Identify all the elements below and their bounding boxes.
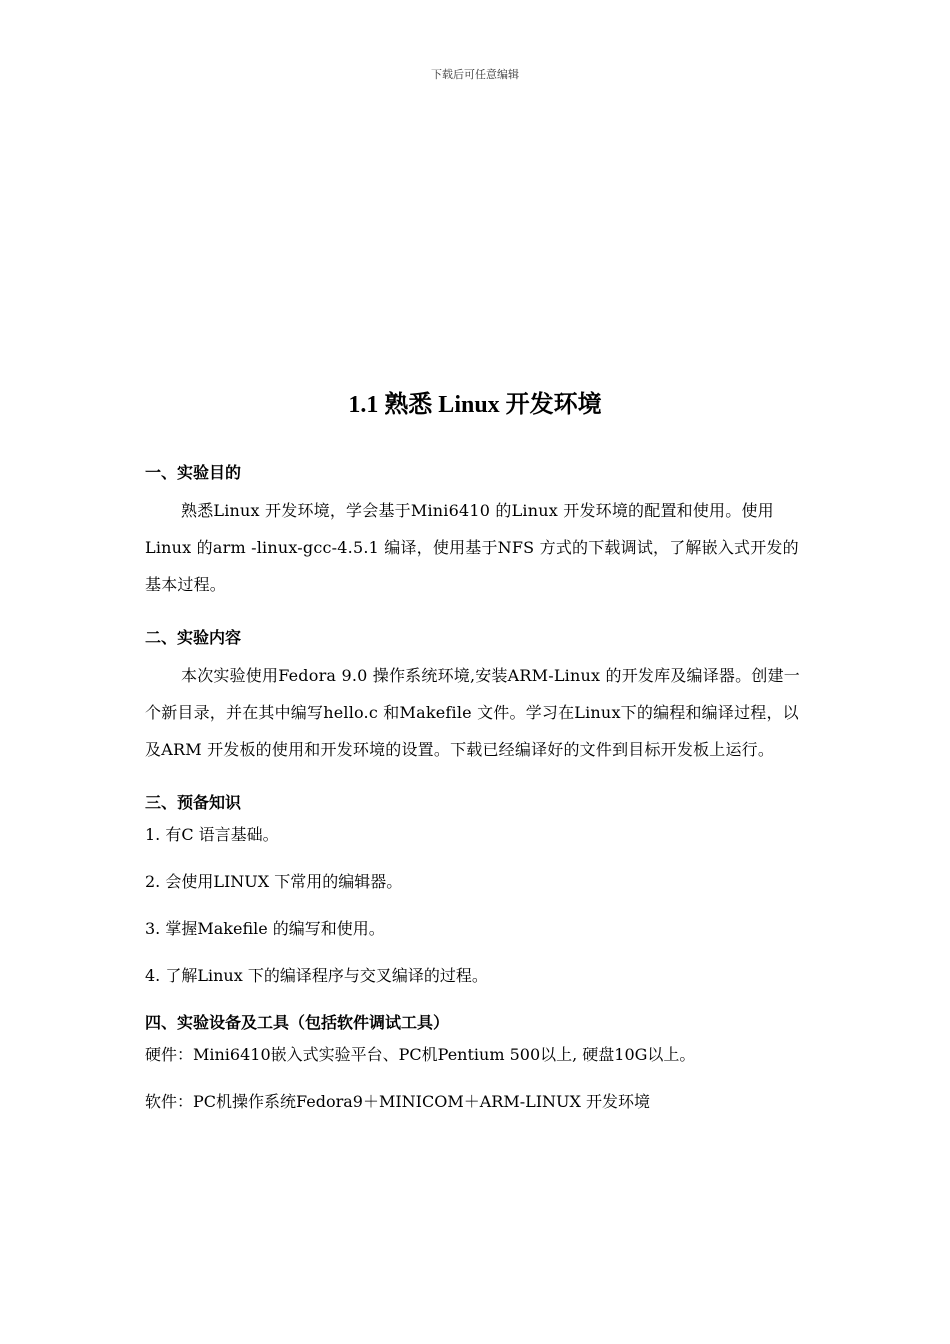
list-item: 2. 会使用LINUX 下常用的编辑器。: [145, 872, 403, 891]
list-item: 4. 了解Linux 下的编译程序与交叉编译的过程。: [145, 966, 488, 985]
hardware-line: 硬件：Mini6410嵌入式实验平台、PC机Pentium 500以上, 硬盘10G以上。: [145, 1045, 696, 1064]
list-item: 3. 掌握Makefile 的编写和使用。: [145, 919, 385, 938]
page-header: 下载后可任意编辑: [431, 68, 519, 81]
section-equipment: [145, 1010, 800, 1115]
document-body: [145, 460, 800, 1137]
section-heading: 一、实验目的: [145, 463, 242, 482]
section-heading: 二、实验内容: [145, 628, 242, 647]
section-heading: 三、预备知识: [145, 793, 242, 812]
section-content: [145, 625, 800, 768]
section-paragraph: 熟悉Linux 开发环境，学会基于Mini6410 的Linux 开发环境的配置和使用。使用Linux 的arm -linux-gcc-4.5.1 编译，使用基于NFS 方式的下载调试，了解嵌入式开发的基本过程。: [145, 501, 799, 594]
section-objective: [145, 460, 800, 603]
section-paragraph: 本次实验使用Fedora 9.0 操作系统环境,安装ARM-Linux 的开发库及编译器。创建一个新目录，并在其中编写hello.c 和Makefile 文件。学习在Linux下的编程和编译过程，以及ARM 开发板的使用和开发环境的设置。下载已经编译好的文件到目标开发板上运行。: [145, 666, 800, 759]
list-item: 1. 有C 语言基础。: [145, 825, 279, 844]
document-title: 1.1 熟悉 Linux 开发环境: [348, 392, 602, 418]
section-heading: 四、实验设备及工具（包括软件调试工具）: [145, 1013, 450, 1032]
software-line: 软件：PC机操作系统Fedora9＋MINICOM＋ARM-LINUX 开发环境: [145, 1092, 651, 1111]
section-prerequisites: [145, 790, 800, 989]
